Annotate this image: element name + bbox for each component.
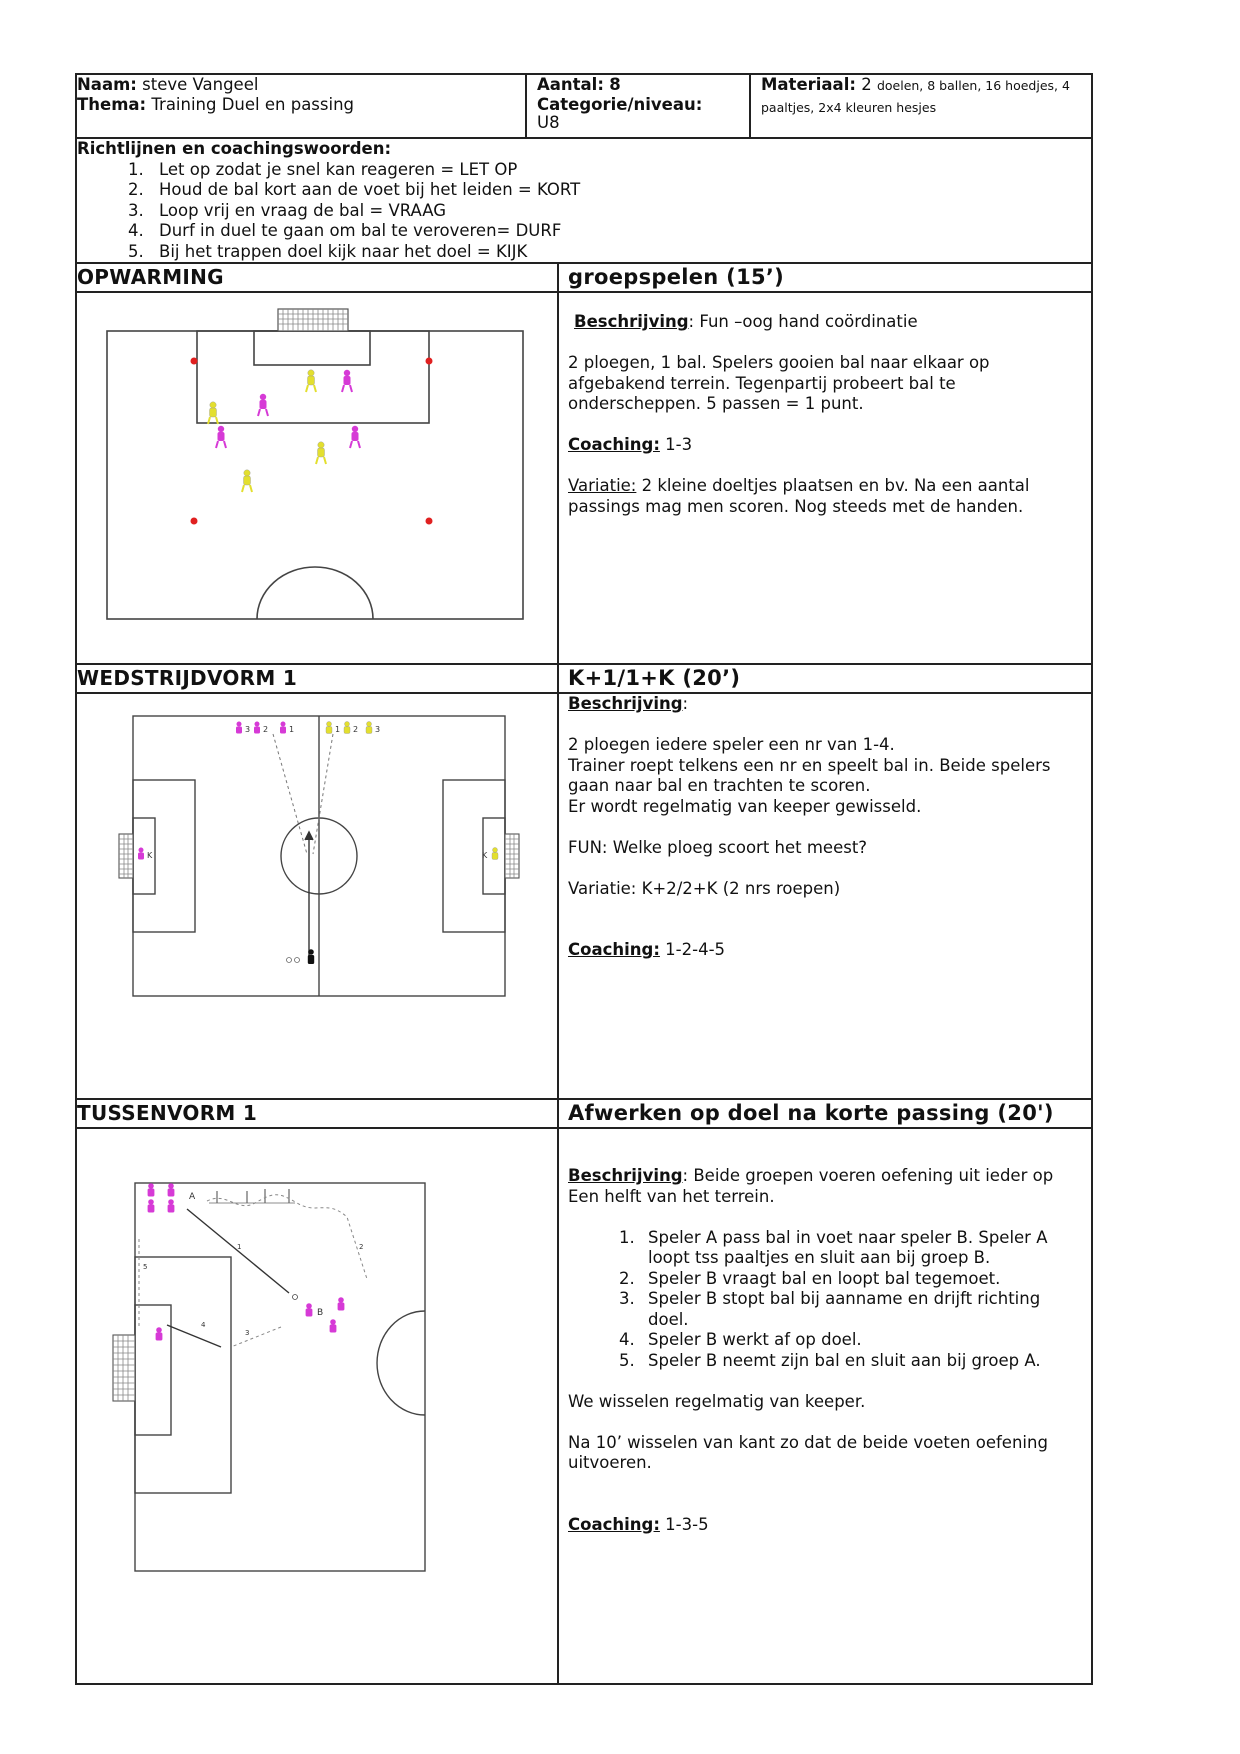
game-fun-text: FUN: Welke ploeg scoort het meest?: [568, 837, 868, 857]
pass-arrows: [167, 1209, 289, 1347]
goal-area: [254, 331, 370, 365]
player-icon: [330, 1319, 337, 1332]
guidelines-list: [77, 160, 1091, 263]
player-icon: [344, 722, 350, 734]
player-icon: [350, 426, 360, 448]
warmup-diagram-cell: [76, 292, 558, 664]
player-icon: [168, 1183, 175, 1196]
cone: [191, 518, 198, 525]
count-label: Aantal:: [537, 75, 604, 94]
drill-description-cell: [558, 1128, 1092, 1684]
guidelines-title: Richtlijnen en coachingswoorden:: [77, 139, 392, 158]
center-circle-half: [377, 1311, 425, 1415]
drill-diagram-cell: [76, 1128, 558, 1684]
game-desc-line: Trainer roept telkens een nr en speelt bal in. Beide spelers gaan naar bal en trachten te scoren.: [568, 755, 1051, 795]
drill-coaching-value: 1-3-5: [665, 1514, 709, 1534]
group-b-players: [156, 1297, 345, 1340]
keeper-icon: [138, 848, 144, 860]
warmup-variation-label: Variatie:: [568, 476, 637, 495]
drill-desc-intro: : Beide groepen voeren oefening uit ieder op Een helft van het terrein.: [568, 1166, 1054, 1206]
player-icon: [254, 722, 260, 734]
player-icon: [208, 402, 218, 424]
pass-arrow: [187, 1209, 289, 1293]
warmup-desc-text: 2 ploegen, 1 bal. Spelers gooien bal naar elkaar op afgebakend terrein. Tegenpartij probeert bal te onderscheppen. 5 passen = 1 punt.: [568, 353, 990, 413]
step-number: 4: [201, 1321, 206, 1329]
material-num: 2: [861, 75, 872, 94]
category-label: Categorie/niveau:: [537, 95, 703, 114]
drill-step: 3. Speler B stopt bal bij aanname en drijft richting doel.: [640, 1289, 1081, 1330]
theme-label: Thema:: [77, 95, 147, 114]
keeper-label: K: [482, 851, 488, 860]
keeper-icon: [156, 1327, 163, 1340]
player-b-label: B: [317, 1308, 324, 1318]
player-icon: [242, 470, 252, 492]
warmup-coaching-value: 1-3: [665, 435, 693, 454]
warmup-coaching-label: Coaching:: [568, 435, 660, 454]
goal-net: [278, 309, 348, 331]
player-number-label: 2: [353, 725, 359, 734]
step-number: 1: [237, 1243, 242, 1251]
game-diagram-cell: [76, 693, 558, 1099]
goal-area: [135, 1305, 171, 1435]
drill-step: 5. Speler B neemt zijn bal en sluit aan bij groep A.: [640, 1351, 1081, 1372]
keeper-label: K: [147, 851, 153, 860]
category-value: U8: [537, 113, 560, 132]
section-title-tussenvorm: TUSSENVORM 1: [76, 1099, 558, 1128]
ball-icon: [295, 958, 300, 963]
player-number-label: 3: [375, 725, 381, 734]
material-label: Materiaal:: [761, 75, 856, 94]
player-number-label: 2: [263, 725, 269, 734]
player-icon: [280, 722, 286, 734]
warmup-field-diagram: [77, 293, 557, 659]
section-subtitle-k1: K+1/1+K (20’): [558, 664, 1092, 693]
cone: [426, 518, 433, 525]
goal-net: [113, 1335, 135, 1401]
team-b-lineup: [326, 722, 498, 860]
drill-step: 4. Speler B werkt af op doel.: [640, 1330, 1081, 1351]
section-title-wedstrijdvorm: WEDSTRIJDVORM 1: [76, 664, 558, 693]
material-value: doelen, 8 ballen, 16 hoedjes, 4 paaltjes, 2x4 kleuren hesjes: [761, 78, 1070, 115]
shot-arrow: [167, 1325, 221, 1347]
count-value: 8: [609, 75, 621, 94]
guideline-item: 4. Durf in duel te gaan om bal te veroveren= DURF: [149, 221, 1091, 242]
player-icon: [326, 722, 332, 734]
drill-switch-text: Na 10’ wisselen van kant zo dat de beide voeten oefening uitvoeren.: [568, 1432, 1048, 1472]
half-field-outline: [135, 1183, 425, 1571]
player-icon: [306, 370, 316, 392]
cone: [191, 358, 198, 365]
player-icon: [316, 442, 326, 464]
cone: [426, 358, 433, 365]
warmup-description-cell: [558, 292, 1092, 664]
training-table: [75, 73, 1093, 1685]
section-title-opwarming: OPWARMING: [76, 263, 558, 292]
guideline-item: 1. Let op zodat je snel kan reageren = LET OP: [149, 160, 1091, 181]
theme-value: Training Duel en passing: [151, 95, 355, 114]
player-runs: [273, 734, 333, 854]
pole-icon: [217, 1189, 289, 1203]
section-subtitle-afwerken: Afwerken op doel na korte passing (20'): [558, 1099, 1092, 1128]
warmup-desc-label: Beschrijving: [574, 312, 689, 331]
player-a-label: A: [189, 1192, 196, 1202]
step-number: 5: [143, 1263, 148, 1271]
name-label: Naam:: [77, 75, 137, 94]
left-goal: [119, 834, 133, 878]
team-a-lineup: [138, 722, 286, 860]
game-desc-line: Er wordt regelmatig van keeper gewisseld.: [568, 796, 922, 816]
warmup-desc-intro: : Fun –oog hand coördinatie: [688, 312, 918, 331]
player-icon: [148, 1199, 155, 1212]
player-icon: [168, 1199, 175, 1212]
drill-step: 1. Speler A pass bal in voet naar speler B. Speler A loopt tss paaltjes en sluit aan bij groep B.: [640, 1228, 1081, 1269]
guideline-item: 3. Loop vrij en vraag de bal = VRAAG: [149, 201, 1091, 222]
drill-field-diagram: [77, 1129, 557, 1679]
game-desc-label: Beschrijving: [568, 694, 683, 713]
drill-keeper-text: We wisselen regelmatig van keeper.: [568, 1391, 866, 1411]
field-outline: [107, 331, 523, 619]
ball-icon: [293, 1295, 298, 1300]
material-cell: [750, 74, 1092, 138]
ball-icon: [287, 958, 292, 963]
player-icon: [366, 722, 372, 734]
group-a-players: [148, 1183, 175, 1212]
section-subtitle-groepspelen: groepspelen (15’): [558, 263, 1092, 292]
run-arrow: [313, 734, 333, 854]
drill-desc-label: Beschrijving: [568, 1166, 683, 1185]
game-coaching-value: 1-2-4-5: [665, 940, 726, 959]
player-icon: [236, 722, 242, 734]
right-goal: [505, 834, 519, 878]
player-number-label: 1: [289, 725, 295, 734]
drill-step: 2. Speler B vraagt bal en loopt bal tegemoet.: [640, 1269, 1081, 1290]
player-number-label: 3: [245, 725, 251, 734]
player-icon: [216, 426, 226, 448]
trainer-icon: [308, 949, 314, 964]
guidelines-cell: [76, 138, 1092, 263]
game-field-diagram: [77, 694, 557, 1094]
player-icon: [342, 370, 352, 392]
player-icon: [148, 1183, 155, 1196]
game-coaching-label: Coaching:: [568, 940, 660, 959]
drill-coaching-label: Coaching:: [568, 1514, 660, 1534]
guideline-item: 5. Bij het trappen doel kijk naar het doel = KIJK: [149, 242, 1091, 263]
game-desc-line: 2 ploegen iedere speler een nr van 1-4.: [568, 735, 895, 754]
player-icon: [306, 1303, 313, 1316]
count-category-cell: [526, 74, 750, 138]
players-team-b: [208, 370, 326, 492]
keeper-icon: [492, 848, 498, 860]
players-team-a: [216, 370, 360, 448]
name-theme-cell: [76, 74, 526, 138]
penalty-area: [135, 1257, 231, 1493]
step-number: 3: [245, 1329, 250, 1337]
run-arrow: [273, 734, 307, 854]
trainer-with-balls: [287, 949, 315, 964]
training-sheet: [75, 73, 1091, 1685]
drill-steps: [568, 1228, 1081, 1372]
player-icon: [258, 394, 268, 416]
player-number-label: 1: [335, 725, 341, 734]
guideline-item: 2. Houd de bal kort aan de voet bij het leiden = KORT: [149, 180, 1091, 201]
step-number: 2: [359, 1243, 364, 1251]
center-circle-half: [257, 567, 373, 619]
name-value: steve Vangeel: [142, 75, 259, 94]
game-desc-intro: :: [682, 694, 689, 713]
warmup-variation-value: 2 kleine doeltjes plaatsen en bv. Na een aantal passings mag men scoren. Nog steeds met de handen.: [568, 476, 1030, 516]
game-variation-text: Variatie: K+2/2+K (2 nrs roepen): [568, 878, 841, 898]
game-description-cell: [558, 693, 1092, 1099]
player-icon: [338, 1297, 345, 1310]
pass-path: [231, 1327, 281, 1347]
